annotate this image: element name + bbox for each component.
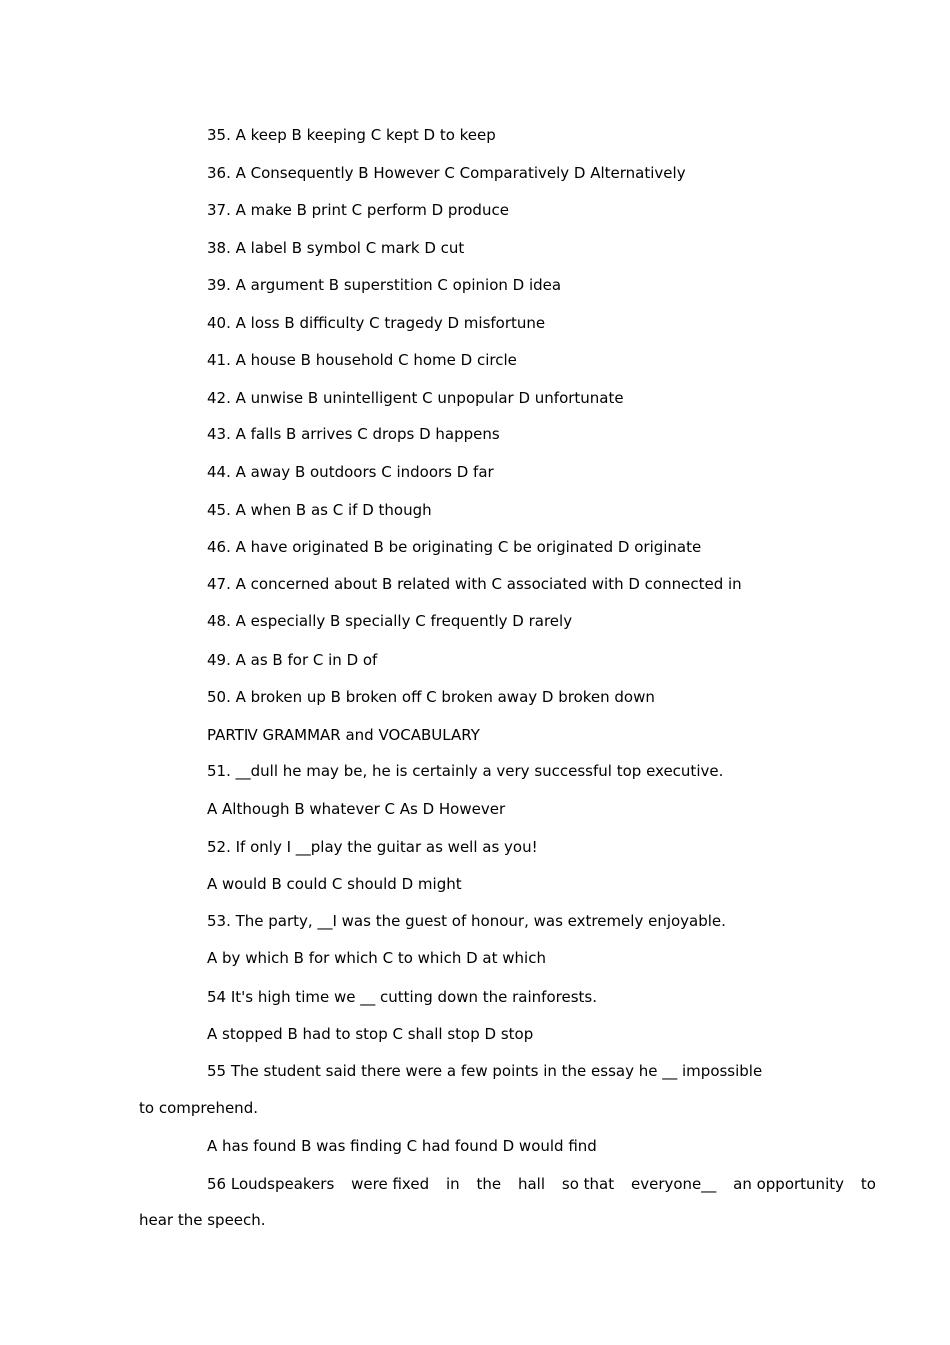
- q56-word: the: [476, 1175, 502, 1193]
- option-line-49: 49. A as B for C in D of: [207, 651, 378, 669]
- option-line-43: 43. A falls B arrives C drops D happens: [207, 425, 500, 443]
- section-heading: PARTⅣ GRAMMAR and VOCABULARY: [207, 726, 480, 744]
- option-line-42: 42. A unwise B unintelligent C unpopular D unfortunate: [207, 389, 624, 407]
- option-line-37: 37. A make B print C perform D produce: [207, 201, 509, 219]
- question-55-line2: to comprehend.: [139, 1099, 258, 1117]
- question-56-line2: hear the speech.: [139, 1211, 266, 1229]
- option-line-47: 47. A concerned about B related with C associated with D connected in: [207, 575, 742, 593]
- answers-54: A stopped B had to stop C shall stop D stop: [207, 1025, 534, 1043]
- option-line-50: 50. A broken up B broken off C broken away D broken down: [207, 688, 655, 706]
- option-line-45: 45. A when B as C if D though: [207, 501, 432, 519]
- option-line-39: 39. A argument B superstition C opinion D idea: [207, 276, 562, 294]
- answers-55: A has found B was finding C had found D would find: [207, 1137, 597, 1155]
- option-line-36: 36. A Consequently B However C Comparatively D Alternatively: [207, 164, 686, 182]
- question-55-line1: 55 The student said there were a few points in the essay he __ impossible: [207, 1062, 763, 1080]
- q56-word: an opportunity: [733, 1175, 844, 1193]
- option-line-38: 38. A label B symbol C mark D cut: [207, 239, 465, 257]
- answers-53: A by which B for which C to which D at which: [207, 949, 546, 967]
- question-53: 53. The party, __I was the guest of honour, was extremely enjoyable.: [207, 912, 726, 930]
- question-52: 52. If only I __play the guitar as well as you!: [207, 838, 538, 856]
- q56-word: so that: [561, 1175, 615, 1193]
- option-line-48: 48. A especially B specially C frequently D rarely: [207, 612, 573, 630]
- answers-52: A would B could C should D might: [207, 875, 462, 893]
- q56-word: in: [445, 1175, 460, 1193]
- q56-word: were fixed: [351, 1175, 430, 1193]
- q56-word: 56 Loudspeakers: [207, 1175, 335, 1193]
- question-56-line1: [207, 1174, 876, 1194]
- option-line-40: 40. A loss B difficulty C tragedy D misfortune: [207, 314, 546, 332]
- q56-word: hall: [517, 1175, 546, 1193]
- option-line-44: 44. A away B outdoors C indoors D far: [207, 463, 494, 481]
- option-line-46: 46. A have originated B be originating C be originated D originate: [207, 538, 702, 556]
- q56-word: to: [860, 1175, 876, 1193]
- answers-51: A Although B whatever C As D However: [207, 800, 506, 818]
- option-line-41: 41. A house B household C home D circle: [207, 351, 517, 369]
- q56-word: everyone__: [630, 1175, 717, 1193]
- question-51: 51. __dull he may be, he is certainly a very successful top executive.: [207, 762, 724, 780]
- option-line-35: 35. A keep B keeping C kept D to keep: [207, 126, 496, 144]
- question-54: 54 It's high time we __ cutting down the rainforests.: [207, 988, 597, 1006]
